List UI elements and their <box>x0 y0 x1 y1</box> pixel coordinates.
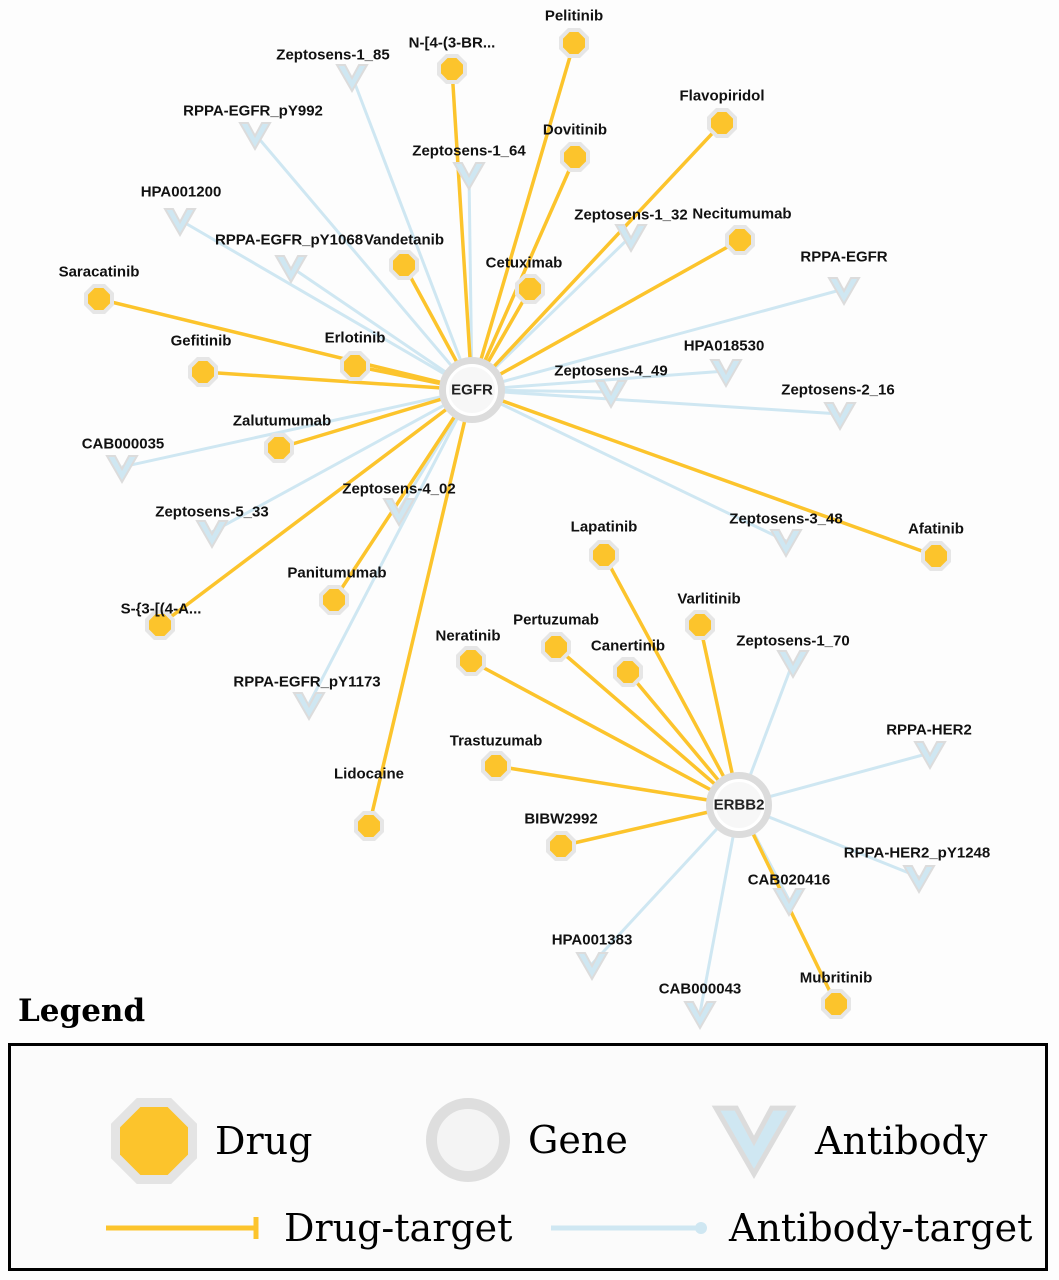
antibody-node[interactable] <box>575 949 609 983</box>
antibody-node[interactable] <box>827 274 861 308</box>
drug-node[interactable] <box>559 28 589 58</box>
antibody-node-label: CAB000035 <box>81 435 165 453</box>
drug-node-label: Canertinib <box>590 637 666 655</box>
drug-node-label: Neratinib <box>435 627 501 645</box>
antibody-node-label: CAB020416 <box>747 871 831 889</box>
drug-node-label: Vandetanib <box>363 231 445 249</box>
drug-node-label: Pertuzumab <box>513 611 599 629</box>
antibody-node[interactable] <box>105 452 139 486</box>
drug-node[interactable] <box>515 274 545 304</box>
legend-gene-label: Gene <box>528 1118 628 1162</box>
antibody-node-label: RPPA-EGFR <box>800 248 888 266</box>
antibody-node[interactable] <box>238 119 272 153</box>
antibody-node[interactable] <box>683 998 717 1032</box>
antibody-node[interactable] <box>452 159 486 193</box>
antibody-node[interactable] <box>902 862 936 896</box>
drug-node-label: Saracatinib <box>58 263 140 281</box>
drug-node[interactable] <box>354 811 384 841</box>
antibody-node[interactable] <box>594 377 628 411</box>
drug-node[interactable] <box>541 632 571 662</box>
drug-node[interactable] <box>456 646 486 676</box>
edge <box>309 390 472 704</box>
legend-drug-target-label: Drug-target <box>284 1206 513 1250</box>
legend-gene <box>426 1098 628 1182</box>
legend-drug-label: Drug <box>215 1119 313 1163</box>
antibody-node-label: HPA001200 <box>140 183 222 201</box>
drug-node-label: S-{3-[(4-A... <box>120 600 202 618</box>
antibody-node[interactable] <box>614 221 648 255</box>
drug-node[interactable] <box>340 351 370 381</box>
antibody-node[interactable] <box>335 61 369 95</box>
antibody-node[interactable] <box>382 495 416 529</box>
antibody-node[interactable] <box>772 885 806 919</box>
drug-node[interactable] <box>707 108 737 138</box>
drug-node[interactable] <box>319 585 349 615</box>
antibody-node-label: RPPA-EGFR_pY1068 <box>214 231 364 249</box>
antibody-node-label: Zeptosens-1_85 <box>276 46 390 64</box>
antibody-node-label: Zeptosens-2_16 <box>781 381 895 399</box>
antibody-node-label: Zeptosens-1_32 <box>574 206 688 224</box>
drug-node-label: Panitumumab <box>287 564 387 582</box>
drug-node[interactable] <box>546 831 576 861</box>
drug-node[interactable] <box>437 54 467 84</box>
gene-node-label: ERBB2 <box>713 796 765 814</box>
antibody-node[interactable] <box>195 517 229 551</box>
legend-antibody-target-label: Antibody-target <box>729 1206 1033 1250</box>
legend-box <box>8 1043 1048 1271</box>
legend-drug-target <box>106 1206 512 1250</box>
legend-drug <box>111 1098 312 1184</box>
circle-ring-icon <box>426 1098 510 1182</box>
antibody-node[interactable] <box>913 738 947 772</box>
drug-node-label: Flavopiridol <box>679 87 765 105</box>
gene-node-label: EGFR <box>451 381 493 399</box>
antibody-node[interactable] <box>274 252 308 286</box>
drug-target-edge-icon <box>106 1215 266 1241</box>
antibody-node[interactable] <box>709 356 743 390</box>
chevron-down-icon <box>711 1098 797 1184</box>
legend-antibody-label: Antibody <box>815 1119 988 1163</box>
antibody-target-edge-icon <box>551 1215 711 1241</box>
drug-node-label: Gefitinib <box>170 332 232 350</box>
drug-node[interactable] <box>389 250 419 280</box>
drug-node-label: Trastuzumab <box>449 732 543 750</box>
drug-node-label: Mubritinib <box>799 969 873 987</box>
drug-node[interactable] <box>921 541 951 571</box>
antibody-node[interactable] <box>163 205 197 239</box>
antibody-node-label: RPPA-EGFR_pY992 <box>183 102 323 120</box>
antibody-node-label: CAB000043 <box>658 980 742 998</box>
drug-node-label: Necitumumab <box>692 205 792 223</box>
antibody-node[interactable] <box>292 689 326 723</box>
drug-node-label: Erlotinib <box>324 329 386 347</box>
antibody-node-label: Zeptosens-4_02 <box>342 480 456 498</box>
drug-node-label: Afatinib <box>908 520 964 538</box>
antibody-node-label: HPA018530 <box>683 337 765 355</box>
drug-node-label: Dovitinib <box>542 121 608 139</box>
drug-node-label: BIBW2992 <box>524 810 598 828</box>
drug-node[interactable] <box>821 989 851 1019</box>
antibody-node[interactable] <box>769 526 803 560</box>
drug-node-label: Zalutumumab <box>232 412 332 430</box>
drug-node-label: Pelitinib <box>544 7 604 25</box>
drug-node[interactable] <box>481 751 511 781</box>
drug-node-label: Varlitinib <box>677 590 741 608</box>
edge <box>472 390 936 556</box>
drug-node[interactable] <box>725 225 755 255</box>
antibody-node-label: RPPA-HER2 <box>886 721 972 739</box>
legend-title: Legend <box>18 993 146 1029</box>
antibody-node[interactable] <box>823 399 857 433</box>
drug-node[interactable] <box>685 610 715 640</box>
antibody-node-label: Zeptosens-1_64 <box>412 142 526 160</box>
legend-antibody-target <box>551 1206 1032 1250</box>
drug-node[interactable] <box>589 540 619 570</box>
antibody-node-label: Zeptosens-4_49 <box>554 362 668 380</box>
drug-node[interactable] <box>188 357 218 387</box>
legend-antibody <box>711 1098 987 1184</box>
antibody-node-label: Zeptosens-3_48 <box>729 510 843 528</box>
drug-node[interactable] <box>613 657 643 687</box>
drug-node[interactable] <box>84 284 114 314</box>
antibody-node-label: RPPA-HER2_pY1248 <box>843 844 991 862</box>
drug-node-label: Lapatinib <box>570 518 638 536</box>
antibody-node[interactable] <box>776 647 810 681</box>
octagon-icon <box>111 1098 197 1184</box>
drug-node[interactable] <box>264 433 294 463</box>
antibody-node-label: HPA001383 <box>551 931 633 949</box>
drug-node-label: Cetuximab <box>485 254 563 272</box>
antibody-node-label: RPPA-EGFR_pY1173 <box>233 673 381 691</box>
drug-node-label: Lidocaine <box>333 765 405 783</box>
drug-node[interactable] <box>560 142 590 172</box>
antibody-node-label: Zeptosens-5_33 <box>155 503 269 521</box>
antibody-node-label: Zeptosens-1_70 <box>736 632 850 650</box>
drug-node-label: N-[4-(3-BR... <box>408 34 496 52</box>
